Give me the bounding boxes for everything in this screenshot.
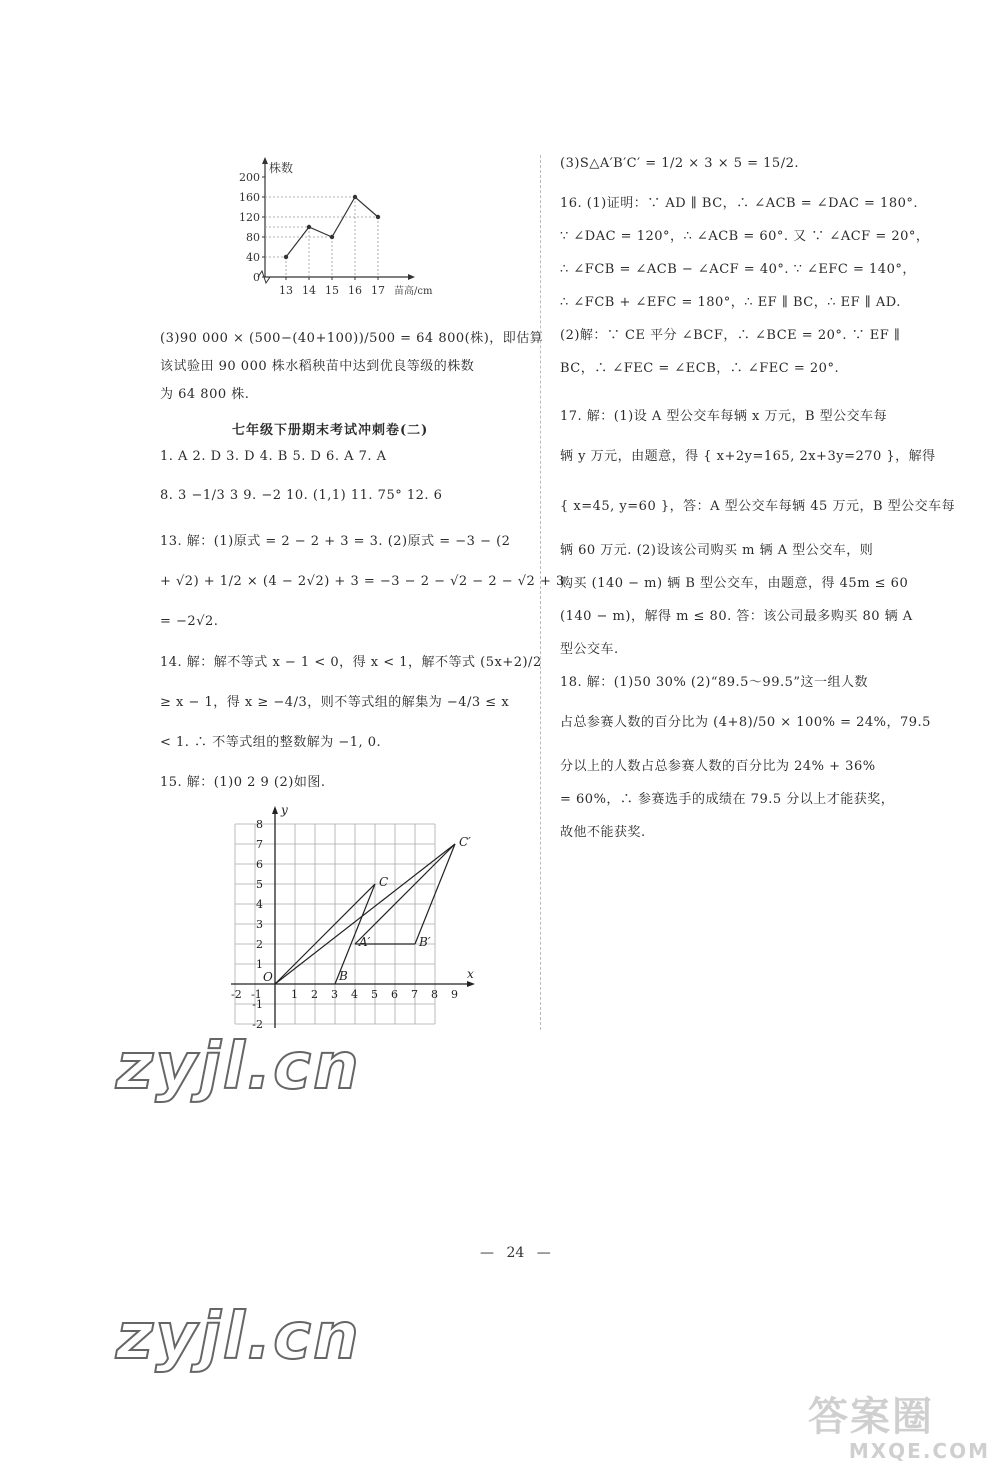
chart-y-arrow bbox=[262, 157, 268, 164]
origin-label: O bbox=[263, 970, 273, 984]
segment-a-c-prime bbox=[355, 844, 455, 944]
grid-ytick-label: 5 bbox=[256, 878, 263, 891]
answer-line-4: = −2√2. bbox=[160, 614, 219, 629]
grid-ytick-label: -2 bbox=[252, 1018, 263, 1031]
grid-ytick-label: 6 bbox=[256, 858, 263, 871]
footer-dash-left: — bbox=[480, 1245, 494, 1261]
chart-ytick-label: 200 bbox=[239, 171, 260, 184]
watermark-text-1: zyjl.cn bbox=[116, 1030, 361, 1104]
grid-xtick-label: -1 bbox=[251, 988, 262, 1001]
answer-line-1: 8. 3 −1/3 3 9. −2 10. (1,1) 11. 75° 12. 6 bbox=[160, 488, 443, 503]
chart-data-point bbox=[284, 255, 288, 259]
chart-series-line bbox=[286, 197, 378, 257]
point-label: B′ bbox=[419, 935, 431, 949]
grid-ytick-label: -1 bbox=[252, 998, 263, 1011]
grid-xtick-label: 6 bbox=[391, 988, 398, 1001]
line-chart bbox=[220, 155, 460, 300]
chart-xtick-label: 15 bbox=[325, 284, 339, 297]
right-answer-line-2: ∵ ∠DAC = 120°，∴ ∠ACB = 60°. 又 ∵ ∠ACF = 20°， bbox=[560, 229, 930, 244]
right-answer-line-6: BC，∴ ∠FEC = ∠ECB，∴ ∠FEC = 20°. bbox=[560, 361, 840, 376]
answer-line-7: < 1. ∴ 不等式组的整数解为 −1, 0. bbox=[160, 735, 382, 750]
right-answer-line-17: = 60%，∴ 参赛选手的成绩在 79.5 分以上才能获奖， bbox=[560, 792, 895, 807]
right-answer-line-8: 辆 y 万元，由题意，得 { x+2y=165, 2x+3y=270 }，解得 bbox=[560, 449, 936, 464]
right-answer-line-15: 占总参赛人数的百分比为 (4+8)/50 × 100% = 24%，79.5 bbox=[560, 715, 931, 730]
chart-data-point bbox=[353, 195, 357, 199]
page-footer bbox=[480, 1245, 551, 1261]
answer-line-0: 1. A 2. D 3. D 4. B 5. D 6. A 7. A bbox=[160, 449, 387, 464]
grid-ytick-label: 7 bbox=[256, 838, 263, 851]
chart-ytick-label: 0 bbox=[253, 271, 260, 284]
grid-xtick-label: 1 bbox=[291, 988, 298, 1001]
chart-data-point bbox=[330, 235, 334, 239]
grid-xtick-label: 8 bbox=[431, 988, 438, 1001]
chart-xtick-label: 17 bbox=[371, 284, 385, 297]
right-answer-line-5: (2)解：∵ CE 平分 ∠BCF，∴ ∠BCE = 20°. ∵ EF ∥ bbox=[560, 328, 901, 343]
right-answer-line-0: (3)S△A′B′C′ = 1/2 × 3 × 5 = 15/2. bbox=[560, 156, 799, 171]
chart-xlabel: 苗高/cm bbox=[394, 286, 433, 297]
corner-logo bbox=[808, 1395, 998, 1467]
right-answer-line-16: 分以上的人数占总参赛人数的百分比为 24% + 36% bbox=[560, 759, 876, 774]
grid-xtick-label: 2 bbox=[311, 988, 318, 1001]
chart-xtick-label: 13 bbox=[279, 284, 293, 297]
answer-line-5: 14. 解：解不等式 x − 1 < 0，得 x < 1，解不等式 (5x+2)/2 bbox=[160, 655, 542, 670]
right-answer-line-11: 购买 (140 − m) 辆 B 型公交车，由题意，得 45m ≤ 60 bbox=[560, 576, 909, 591]
grid-ytick-label: 8 bbox=[256, 818, 263, 831]
answer-line-2: 13. 解：(1)原式 = 2 − 2 + 3 = 3. (2)原式 = −3 − (2 bbox=[160, 534, 511, 549]
segment-o-c-prime bbox=[275, 844, 455, 984]
chart-ytick-label: 40 bbox=[246, 251, 260, 264]
right-answer-line-3: ∴ ∠FCB = ∠ACB − ∠ACF = 40°. ∵ ∠EFC = 140°， bbox=[560, 262, 916, 277]
text-line-1: 该试验田 90 000 株水稻秧苗中达到优良等级的株数 bbox=[160, 359, 475, 374]
grid-xtick-label: 7 bbox=[411, 988, 418, 1001]
right-answer-line-4: ∴ ∠FCB + ∠EFC = 180°，∴ EF ∥ BC，∴ EF ∥ AD. bbox=[560, 295, 901, 310]
grid-ytick-label: 2 bbox=[256, 938, 263, 951]
text-line-2: 为 64 800 株. bbox=[160, 387, 250, 402]
right-answer-line-10: 辆 60 万元. (2)设该公司购买 m 辆 A 型公交车，则 bbox=[560, 543, 874, 558]
right-answer-line-18: 故他不能获奖. bbox=[560, 825, 646, 840]
grid-xtick-label: 4 bbox=[351, 988, 358, 1001]
text-line-0: (3)90 000 × (500−(40+100))/500 = 64 800(株)，即估算 bbox=[160, 331, 544, 346]
grid-xtick-label: 9 bbox=[451, 988, 458, 1001]
chart-ytick-label: 120 bbox=[239, 211, 260, 224]
chart-ylabel: 株数 bbox=[269, 161, 294, 175]
point-label: B bbox=[339, 969, 348, 983]
grid-ytick-label: 1 bbox=[256, 958, 263, 971]
chart-data-point bbox=[307, 225, 311, 229]
chart-xtick-label: 16 bbox=[348, 284, 362, 297]
chart-data-point bbox=[376, 215, 380, 219]
right-answer-line-13: 型公交车. bbox=[560, 642, 619, 657]
watermark-text-2: zyjl.cn bbox=[116, 1300, 361, 1374]
point-label: C′ bbox=[459, 835, 471, 849]
grid-xtick-label: 5 bbox=[371, 988, 378, 1001]
chart-x-arrow bbox=[408, 274, 415, 280]
answer-line-8: 15. 解：(1)0 2 9 (2)如图. bbox=[160, 775, 326, 790]
answer-line-3: + √2) + 1/2 × (4 − 2√2) + 3 = −3 − 2 − √2 − 2 − √2 + 3 bbox=[160, 574, 565, 589]
point-label: A′ bbox=[359, 935, 371, 949]
grid-ytick-label: 3 bbox=[256, 918, 263, 931]
right-answer-line-7: 17. 解：(1)设 A 型公交车每辆 x 万元，B 型公交车每 bbox=[560, 409, 888, 424]
footer-dash-right: — bbox=[536, 1245, 551, 1261]
answer-line-6: ≥ x − 1，得 x ≥ −4/3，则不等式组的解集为 −4/3 ≤ x bbox=[160, 695, 510, 710]
right-answer-line-12: (140 − m)，解得 m ≤ 80. 答：该公司最多购买 80 辆 A bbox=[560, 609, 913, 624]
grid-xtick-label: -2 bbox=[231, 988, 242, 1001]
coordinate-grid-figure bbox=[215, 803, 474, 1031]
segment-o-c bbox=[275, 884, 375, 984]
point-label: C bbox=[379, 875, 389, 889]
page-number: 24 bbox=[506, 1245, 525, 1261]
logo-url: MXQE.COM bbox=[848, 1439, 990, 1463]
grid-x-arrow bbox=[467, 981, 475, 987]
grid-y-arrow bbox=[272, 806, 278, 814]
section-title: 七年级下册期末考试冲刺卷(二) bbox=[232, 423, 429, 438]
right-answer-line-1: 16. (1)证明：∵ AD ∥ BC，∴ ∠ACB = ∠DAC = 180°. bbox=[560, 196, 918, 211]
chart-ytick-label: 160 bbox=[239, 191, 260, 204]
right-answer-line-9: { x=45, y=60 }，答：A 型公交车每辆 45 万元，B 型公交车每 bbox=[560, 499, 956, 514]
chart-xtick-label: 14 bbox=[302, 284, 316, 297]
x-axis-label: x bbox=[467, 967, 474, 981]
grid-ytick-label: 4 bbox=[256, 898, 263, 911]
column-divider bbox=[540, 155, 541, 1030]
grid-xtick-label: 3 bbox=[331, 988, 338, 1001]
logo-text: 答案圈 bbox=[808, 1394, 934, 1440]
chart-ytick-label: 80 bbox=[246, 231, 260, 244]
y-axis-label: y bbox=[281, 803, 288, 817]
right-answer-line-14: 18. 解：(1)50 30% (2)“89.5～99.5”这一组人数 bbox=[560, 675, 869, 690]
